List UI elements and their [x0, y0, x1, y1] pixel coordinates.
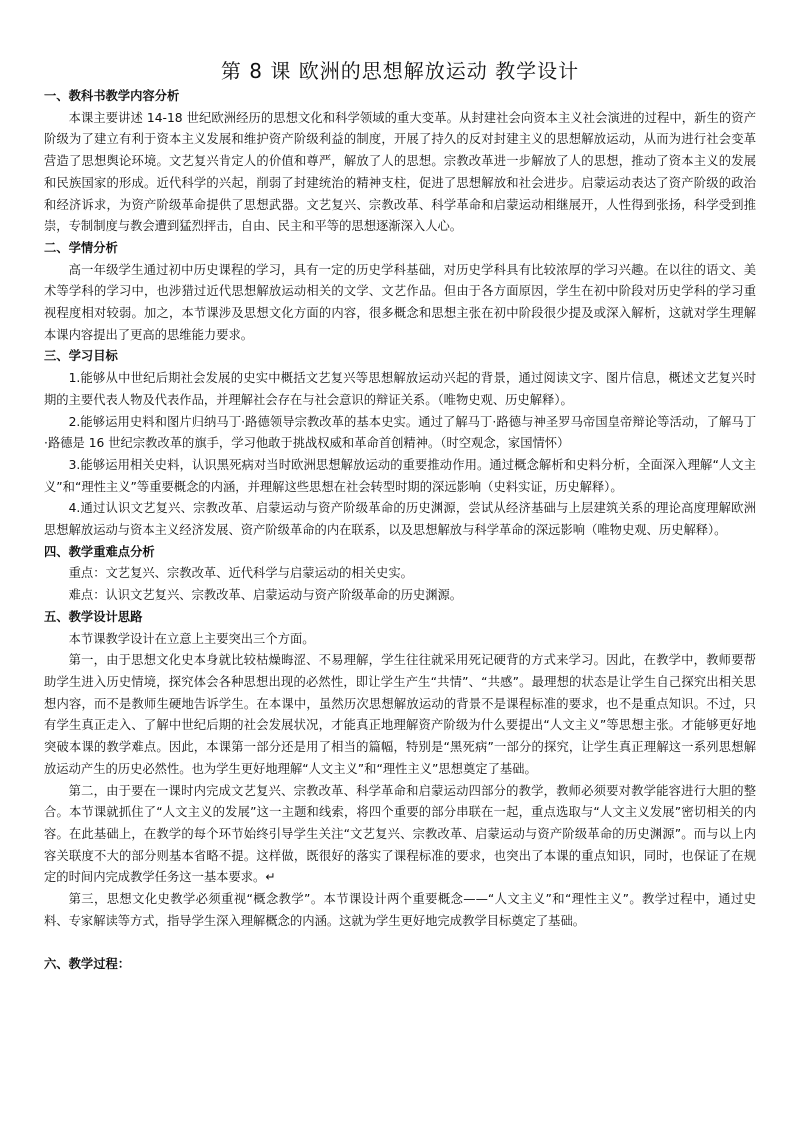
paragraph: 本节课教学设计在立意上主要突出三个方面。 — [68, 631, 315, 646]
objective-item: 4.通过认识文艺复兴、宗教改革、启蒙运动与资产阶级革命的历史渊源，尝试从经济基础与上层建筑关系的理论高度理解欧洲思想解放运动与资本主义经济发展、资产阶级革命的内在联系，以及思想解放与科学革命的深远影响（唯物史观、历史解释）。 — [44, 501, 756, 538]
section-heading: 一、教科书教学内容分析 — [44, 89, 180, 103]
paragraph: 本课主要讲述 14-18 世纪欧洲经历的思想文化和科学领域的重大变革。从封建社会向资本主义社会演进的过程中，新生的资产阶级为了建立有利于资本主义发展和维护资产阶级利益的制度，开展了持久的反对封建主义的思想解放运动，从而为进行社会变革营造了思想舆论环境。文艺复兴肯定人的价值和尊严，解放了人的思想。宗教改革进一步解放了人的思想，推动了资本主义的发展和民族国家的形成。近代科学的兴起，削弱了封建统治的精神支柱，促进了思想解放和社会进步。启蒙运动表达了资产阶级的政治和经济诉求，为资产阶级革命提供了思想武器。文艺复兴、宗教改革、科学革命和启蒙运动相继展开，人性得到张扬，科学受到推崇，专制制度与教会遭到猛烈抨击，自由、民主和平等的思想逐渐深入人心。 — [44, 110, 756, 234]
section-heading: 二、学情分析 — [44, 240, 118, 255]
objective-item: 3.能够运用相关史料，认识黑死病对当时欧洲思想解放运动的重要推动作用。通过概念解析和史料分析，全面深入理解“人文主义”和“理性主义”等重要概念的内涵，并理解这些思想在社会转型时期的深远影响（史料实证，历史解释）。 — [44, 457, 756, 494]
paragraph: 高一年级学生通过初中历史课程的学习，具有一定的历史学科基础，对历史学科具有比较浓厚的学习兴趣。在以往的语文、美术等学科的学习中，也涉猎过近代思想解放运动相关的文学、文艺作品。但由于各方面原因，学生在初中阶段对历史学科的学习重视程度相对较弱。加之，本节课涉及思想文化方面的内容，很多概念和思想主张在初中阶段很少提及或深入解析，这就对学生理解本课内容提出了更高的思维能力要求。 — [44, 262, 756, 342]
section-teaching-process — [44, 954, 756, 976]
section-student-analysis — [44, 238, 756, 347]
section-key-difficult-points — [44, 542, 756, 607]
paragraph: 第三，思想文化史教学必须重视“概念教学”。本节课设计两个重要概念——“人文主义”和“理性主义”。教学过程中，通过史料、专家解读等方式，指导学生深入理解概念的内涵。这就为学生更好地完成教学目标奠定了基础。 — [44, 892, 756, 928]
difficult-point: 难点：认识文艺复兴、宗教改革、启蒙运动与资产阶级革命的历史渊源。 — [68, 588, 463, 603]
paragraph: 第二，由于要在一课时内完成文艺复兴、宗教改革、科学革命和启蒙运动四部分的教学，教师必须要对教学能容进行大胆的整合。本节课就抓住了“人文主义的发展”这一主题和线索，将四个重要的部分串联在一起，重点选取与“人文主义发展”密切相关的内容。在此基础上，在教学的每个环节始终引导学生关注“文艺复兴、宗教改革、启蒙运动与资产阶级革命的历史渊源”。而与以上内容关联度不大的部分则基本省略不提。这样做，既很好的落实了课程标准的要求，也突出了本课的重点知识，同时，也保证了在规定的时间内完成教学任务这一基本要求。↵ — [44, 783, 756, 885]
section-learning-objectives — [44, 346, 756, 541]
page-title: 第 8 课 欧洲的思想解放运动 教学设计 — [220, 59, 580, 83]
section-content-analysis — [44, 86, 756, 238]
spacer — [44, 932, 756, 952]
paragraph: 第一，由于思想文化史本身就比较枯燥晦涩、不易理解，学生往往就采用死记硬背的方式来学习。因此，在教学中，教师要帮助学生进入历史情境，探究体会各种思想出现的必然性，即让学生产生“共情”、“共感”。最理想的状态是让学生自己探究出相关思想内容，而不是教师生硬地告诉学生。在本课中，虽然历次思想解放运动的背景不是课程标准的要求，也不是重点知识。不过，只有学生真正走入、了解中世纪后期的社会发展状况，才能真正地理解资产阶级为什么要提出“人文主义”等思想主张。才能够更好地突破本课的教学难点。因此，本课第一部分还是用了相当的篇幅，特别是“黑死病”一部分的探究，让学生真正理解这一系列思想解放运动产生的历史必然性。也为学生更好地理解“人文主义”和“理性主义”思想奠定了基础。 — [44, 653, 756, 776]
section-design-ideas — [44, 607, 756, 933]
section-heading: 三、学习目标 — [44, 349, 118, 364]
section-heading: 五、教学设计思路 — [44, 609, 143, 624]
objective-item: 1.能够从中世纪后期社会发展的史实中概括文艺复兴等思想解放运动兴起的背景，通过阅读文字、图片信息，概述文艺复兴时期的主要代表人物及代表作品，并理解社会存在与社会意识的辩证关系。（唯物史观、历史解释）。 — [44, 371, 756, 407]
key-point: 重点：文艺复兴、宗教改革、近代科学与启蒙运动的相关史实。 — [68, 566, 413, 581]
section-heading: 六、教学过程： — [44, 957, 131, 972]
section-heading: 四、教学重难点分析 — [44, 544, 155, 559]
objective-item: 2.能够运用史料和图片归纳马丁·路德领导宗教改革的基本史实。通过了解马丁·路德与神圣罗马帝国皇帝辩论等活动，了解马丁·路德是 16 世纪宗教改革的旗手，学习他敢于挑战权威和革命首创精神。（时空观念，家国情怀） — [44, 414, 756, 451]
